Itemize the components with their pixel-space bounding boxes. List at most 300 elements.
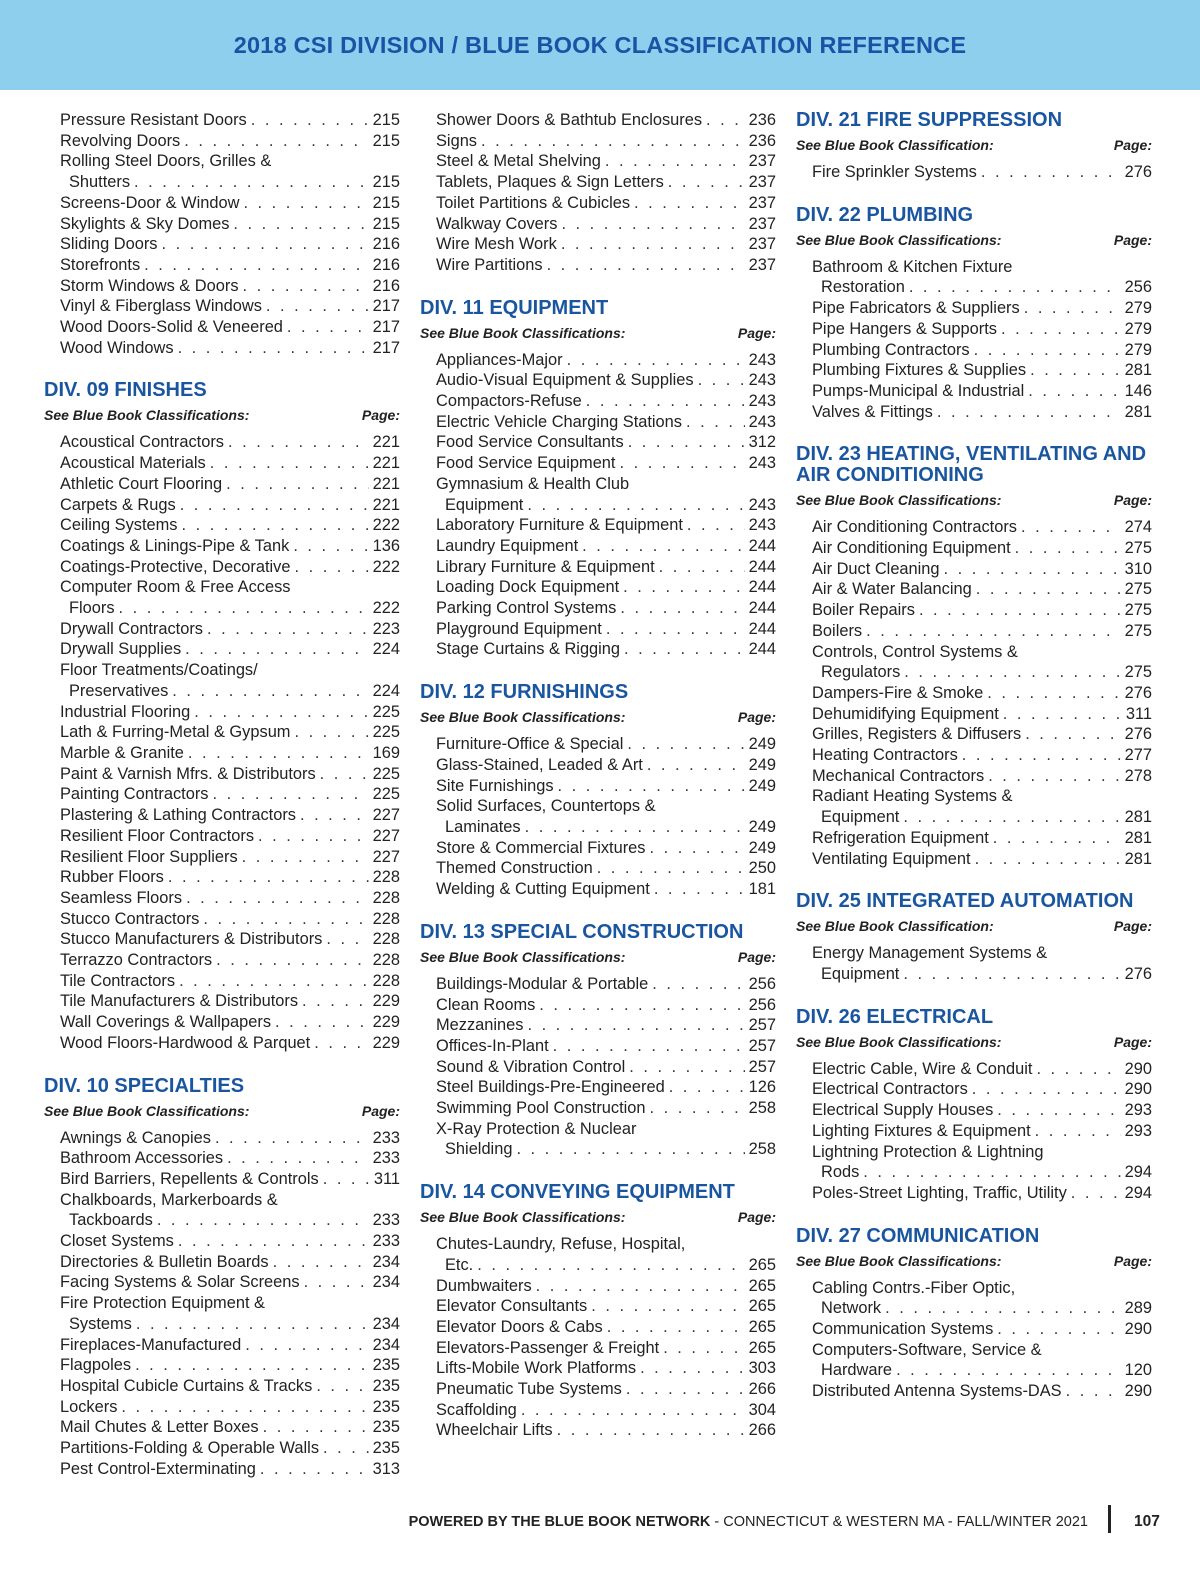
dot-leader bbox=[944, 559, 1121, 580]
page-reference: 215 bbox=[372, 111, 400, 129]
dot-leader bbox=[302, 991, 369, 1012]
dot-leader bbox=[558, 776, 745, 797]
dot-leader bbox=[896, 1360, 1121, 1381]
page-reference: 256 bbox=[748, 974, 776, 993]
dot-leader bbox=[993, 828, 1121, 849]
list-item bbox=[812, 381, 1152, 402]
dot-leader bbox=[650, 838, 745, 859]
classification-name: Storefronts bbox=[60, 255, 141, 274]
list-item bbox=[60, 971, 400, 992]
classification-list bbox=[420, 110, 776, 276]
dot-leader bbox=[323, 1438, 369, 1459]
page-reference: 279 bbox=[1124, 319, 1152, 338]
page-reference: 233 bbox=[372, 1128, 400, 1147]
list-item bbox=[60, 296, 400, 317]
entry-line bbox=[436, 1338, 776, 1359]
dot-leader bbox=[903, 807, 1120, 828]
entry-line bbox=[436, 151, 776, 172]
classification-section bbox=[44, 110, 400, 358]
page-column-label: Page: bbox=[1113, 231, 1152, 248]
classification-name: Store & Commercial Fixtures bbox=[436, 838, 646, 857]
division-heading: DIV. 10 SPECIALTIES bbox=[44, 1074, 245, 1097]
dot-leader bbox=[974, 340, 1121, 361]
page-reference: 277 bbox=[1124, 746, 1152, 765]
entry-line bbox=[812, 1121, 1152, 1142]
entry-line bbox=[436, 598, 776, 619]
page-reference: 265 bbox=[748, 1297, 776, 1316]
dot-leader bbox=[521, 1400, 745, 1421]
page-reference: 235 bbox=[372, 1439, 400, 1458]
entry-line bbox=[812, 1381, 1152, 1402]
classification-name: Pumps-Municipal & Industrial bbox=[812, 381, 1025, 400]
classification-section bbox=[420, 276, 776, 661]
page-reference: 293 bbox=[1124, 1101, 1152, 1120]
classification-subheader bbox=[796, 492, 1152, 508]
list-item bbox=[60, 1397, 400, 1418]
see-classifications-label: See Blue Book Classifications: bbox=[420, 324, 626, 341]
entry-line bbox=[812, 807, 1152, 828]
dot-leader bbox=[975, 849, 1121, 870]
page-reference: 244 bbox=[748, 557, 776, 576]
entry-line bbox=[60, 805, 400, 826]
classification-name: Dampers-Fire & Smoke bbox=[812, 683, 984, 702]
list-item bbox=[60, 805, 400, 826]
list-item bbox=[812, 1059, 1152, 1080]
classification-name: Stucco Contractors bbox=[60, 909, 200, 928]
dot-leader bbox=[997, 1100, 1120, 1121]
classification-name: Solid Surfaces, Countertops & bbox=[436, 797, 656, 816]
entry-line bbox=[436, 838, 776, 859]
page-reference: 276 bbox=[1124, 163, 1152, 181]
classification-name: Dumbwaiters bbox=[436, 1276, 532, 1295]
dot-leader bbox=[623, 577, 744, 598]
list-item bbox=[812, 1278, 1152, 1319]
list-item bbox=[436, 234, 776, 255]
dot-leader bbox=[628, 432, 745, 453]
dot-leader bbox=[988, 766, 1120, 787]
page-reference: 126 bbox=[748, 1078, 776, 1097]
entry-line bbox=[436, 214, 776, 235]
classification-name: Screens-Door & Window bbox=[60, 193, 240, 212]
entry-line bbox=[812, 402, 1152, 423]
list-item bbox=[60, 131, 400, 152]
classification-name: Directories & Bulletin Boards bbox=[60, 1252, 269, 1271]
list-item bbox=[60, 639, 400, 660]
entry-line bbox=[436, 1400, 776, 1421]
footer-divider bbox=[1108, 1505, 1111, 1533]
list-item bbox=[60, 867, 400, 888]
dot-leader bbox=[186, 888, 369, 909]
entry-line bbox=[60, 971, 400, 992]
page-header-banner bbox=[0, 0, 1200, 90]
entry-line bbox=[60, 619, 400, 640]
classification-name: Scaffolding bbox=[436, 1400, 517, 1419]
classification-name: Food Service Equipment bbox=[436, 454, 616, 473]
page-reference: 146 bbox=[1124, 381, 1152, 400]
list-item bbox=[436, 734, 776, 755]
page-reference: 225 bbox=[372, 764, 400, 783]
classification-name: Fire Sprinkler Systems bbox=[812, 163, 977, 181]
list-item bbox=[812, 600, 1152, 621]
entry-line bbox=[436, 974, 776, 995]
list-item bbox=[436, 350, 776, 371]
entry-line bbox=[60, 1272, 400, 1293]
dot-leader bbox=[919, 600, 1121, 621]
dot-leader bbox=[275, 1012, 369, 1033]
page-reference: 229 bbox=[372, 1033, 400, 1052]
list-item bbox=[60, 453, 400, 474]
entry-line bbox=[60, 1148, 400, 1169]
classification-section bbox=[420, 660, 776, 900]
dot-leader bbox=[553, 1036, 745, 1057]
page-reference: 243 bbox=[748, 371, 776, 390]
dot-leader bbox=[215, 1128, 369, 1149]
entry-line bbox=[436, 995, 776, 1016]
classification-name: Revolving Doors bbox=[60, 131, 181, 150]
classification-subheader bbox=[420, 709, 776, 725]
page-reference: 233 bbox=[372, 1149, 400, 1168]
list-item bbox=[60, 1252, 400, 1273]
classification-name: Terrazzo Contractors bbox=[60, 951, 213, 970]
list-item bbox=[60, 1438, 400, 1459]
dot-leader bbox=[619, 453, 744, 474]
page-reference: 281 bbox=[1124, 808, 1152, 827]
list-item bbox=[60, 495, 400, 516]
classification-name: Loading Dock Equipment bbox=[436, 578, 620, 597]
classification-list bbox=[420, 1234, 776, 1441]
classification-name: Boiler Repairs bbox=[812, 601, 915, 620]
dot-leader bbox=[937, 402, 1121, 423]
page-reference: 217 bbox=[372, 318, 400, 337]
entry-line bbox=[60, 255, 400, 276]
classification-name: Storm Windows & Doors bbox=[60, 276, 239, 295]
dot-leader bbox=[1003, 704, 1122, 725]
classification-name: Mezzanines bbox=[436, 1016, 524, 1035]
dot-leader bbox=[903, 964, 1120, 985]
footer-credit bbox=[409, 1514, 1088, 1530]
list-item bbox=[60, 1128, 400, 1149]
page-reference: 243 bbox=[748, 516, 776, 535]
list-item bbox=[60, 255, 400, 276]
classification-name: Partitions-Folding & Operable Walls bbox=[60, 1439, 320, 1458]
classification-name: Network bbox=[821, 1299, 882, 1318]
entry-line bbox=[812, 1298, 1152, 1319]
list-item bbox=[60, 991, 400, 1012]
dot-leader bbox=[226, 474, 368, 495]
dot-leader bbox=[266, 296, 369, 317]
page-reference: 250 bbox=[748, 859, 776, 878]
page-reference: 181 bbox=[748, 880, 776, 899]
page-reference: 265 bbox=[748, 1276, 776, 1295]
page-title: 2018 CSI DIVISION / BLUE BOOK CLASSIFICATION REFERENCE bbox=[233, 31, 967, 58]
entry-line bbox=[436, 1077, 776, 1098]
classification-name: Acoustical Contractors bbox=[60, 433, 224, 452]
entry-line bbox=[60, 338, 400, 359]
classification-name: Pest Control-Exterminating bbox=[60, 1459, 256, 1478]
division-heading: DIV. 11 EQUIPMENT bbox=[420, 296, 609, 319]
classification-name: Plastering & Lathing Contractors bbox=[60, 806, 296, 825]
entry-line bbox=[60, 722, 400, 743]
entry-line bbox=[812, 559, 1152, 580]
entry-line bbox=[60, 432, 400, 453]
page-reference: 244 bbox=[748, 619, 776, 638]
entry-line bbox=[436, 110, 776, 131]
entry-line bbox=[812, 662, 1152, 683]
list-item bbox=[60, 110, 400, 131]
classification-name: Lath & Furring-Metal & Gypsum bbox=[60, 723, 291, 742]
classification-list bbox=[796, 257, 1152, 423]
page-reference: 279 bbox=[1124, 299, 1152, 318]
classification-name: Signs bbox=[436, 131, 478, 150]
page-reference: 311 bbox=[1125, 704, 1152, 723]
list-item bbox=[436, 515, 776, 536]
list-item bbox=[436, 1057, 776, 1078]
entry-line bbox=[436, 432, 776, 453]
page-reference: 215 bbox=[372, 131, 400, 150]
entry-line bbox=[60, 909, 400, 930]
entry-line bbox=[812, 1183, 1152, 1204]
dot-leader bbox=[242, 847, 369, 868]
dot-leader bbox=[582, 536, 744, 557]
page-column-label: Page: bbox=[1113, 918, 1152, 935]
page-reference: 227 bbox=[372, 847, 400, 866]
entry-line bbox=[812, 319, 1152, 340]
classification-name: Stage Curtains & Rigging bbox=[436, 640, 621, 659]
page-reference: 221 bbox=[372, 454, 400, 473]
classification-name: Hospital Cubicle Curtains & Tracks bbox=[60, 1376, 313, 1395]
list-item bbox=[436, 1358, 776, 1379]
classification-name: Wall Coverings & Wallpapers bbox=[60, 1013, 272, 1032]
classification-name: Stucco Manufacturers & Distributors bbox=[60, 930, 323, 949]
dot-leader bbox=[624, 639, 745, 660]
list-item bbox=[60, 1355, 400, 1376]
dot-leader bbox=[323, 1169, 370, 1190]
page-reference: 257 bbox=[748, 1016, 776, 1035]
entry-line bbox=[812, 1100, 1152, 1121]
dot-leader bbox=[134, 172, 369, 193]
dot-leader bbox=[527, 1015, 744, 1036]
entry-line bbox=[436, 350, 776, 371]
page-reference: 237 bbox=[748, 152, 776, 171]
list-item bbox=[436, 391, 776, 412]
page-reference: 244 bbox=[748, 599, 776, 618]
division-heading: DIV. 22 PLUMBING bbox=[796, 203, 974, 226]
page-reference: 274 bbox=[1124, 518, 1152, 537]
list-item bbox=[60, 888, 400, 909]
list-item bbox=[436, 151, 776, 172]
list-item bbox=[436, 879, 776, 900]
entry-line bbox=[436, 193, 776, 214]
dot-leader bbox=[135, 1355, 369, 1376]
entry-line bbox=[436, 755, 776, 776]
classification-name: Valves & Fittings bbox=[812, 402, 933, 421]
dot-leader bbox=[1030, 360, 1121, 381]
entry-line bbox=[812, 704, 1152, 725]
classification-name: Pneumatic Tube Systems bbox=[436, 1380, 622, 1399]
dot-leader bbox=[1024, 298, 1121, 319]
classification-name: Library Furniture & Equipment bbox=[436, 557, 655, 576]
entry-line bbox=[60, 557, 400, 578]
classification-name: Drywall Supplies bbox=[60, 640, 182, 659]
page-reference: 258 bbox=[748, 1099, 776, 1118]
entry-line bbox=[812, 642, 1152, 663]
classification-name: Chutes-Laundry, Refuse, Hospital, bbox=[436, 1235, 686, 1254]
classification-name: Controls, Control Systems & bbox=[812, 642, 1018, 661]
list-item bbox=[436, 536, 776, 557]
dot-leader bbox=[273, 1252, 369, 1273]
entry-line bbox=[436, 1255, 776, 1276]
dot-leader bbox=[263, 1417, 369, 1438]
classification-name: Sliding Doors bbox=[60, 235, 158, 254]
page-column-label: Page: bbox=[1113, 1033, 1152, 1050]
column-2 bbox=[420, 110, 776, 1441]
page-reference: 229 bbox=[372, 992, 400, 1011]
classification-name: Fireplaces-Manufactured bbox=[60, 1335, 242, 1354]
list-item bbox=[60, 577, 400, 618]
dot-leader bbox=[962, 745, 1121, 766]
classification-name: Offices-In-Plant bbox=[436, 1036, 549, 1055]
page-reference: 228 bbox=[372, 909, 400, 928]
entry-line bbox=[60, 743, 400, 764]
dot-leader bbox=[251, 110, 369, 131]
dot-leader bbox=[1071, 1183, 1121, 1204]
classification-name: Tile Manufacturers & Distributors bbox=[60, 992, 299, 1011]
page-reference: 221 bbox=[372, 433, 400, 452]
page-reference: 243 bbox=[748, 350, 776, 369]
list-item bbox=[812, 538, 1152, 559]
classification-name: Elevator Consultants bbox=[436, 1297, 588, 1316]
page-reference: 266 bbox=[748, 1380, 776, 1399]
entry-line bbox=[436, 131, 776, 152]
entry-line bbox=[436, 1234, 776, 1255]
classification-name: Audio-Visual Equipment & Supplies bbox=[436, 371, 694, 390]
list-item bbox=[812, 1183, 1152, 1204]
dot-leader bbox=[314, 1033, 368, 1054]
dot-leader bbox=[634, 193, 745, 214]
entry-line bbox=[60, 826, 400, 847]
list-item bbox=[436, 1015, 776, 1036]
entry-line bbox=[60, 234, 400, 255]
dot-leader bbox=[591, 1296, 744, 1317]
dot-leader bbox=[1035, 1121, 1121, 1142]
classification-subheader bbox=[796, 918, 1152, 934]
dot-leader bbox=[629, 1057, 744, 1078]
classification-name: Refrigeration Equipment bbox=[812, 828, 989, 847]
page-reference: 256 bbox=[1124, 278, 1152, 297]
page-reference: 215 bbox=[372, 173, 400, 192]
list-item bbox=[60, 1376, 400, 1397]
page-reference: 235 bbox=[372, 1418, 400, 1437]
list-item bbox=[436, 110, 776, 131]
list-item bbox=[60, 1417, 400, 1438]
page-reference: 243 bbox=[748, 495, 776, 514]
classification-name: Bathroom & Kitchen Fixture bbox=[812, 257, 1013, 276]
classification-name: Mail Chutes & Letter Boxes bbox=[60, 1418, 259, 1437]
entry-line bbox=[812, 683, 1152, 704]
list-item bbox=[60, 1148, 400, 1169]
list-item bbox=[60, 1231, 400, 1252]
dot-leader bbox=[136, 1314, 369, 1335]
list-item bbox=[436, 1379, 776, 1400]
page-reference: 276 bbox=[1124, 964, 1152, 983]
page-column-label: Page: bbox=[1113, 492, 1152, 509]
list-item bbox=[436, 412, 776, 433]
page-column-label: Page: bbox=[737, 948, 776, 965]
entry-line bbox=[60, 110, 400, 131]
classification-subheader bbox=[796, 1034, 1152, 1050]
list-item bbox=[436, 619, 776, 640]
dot-leader bbox=[654, 879, 745, 900]
list-item bbox=[436, 453, 776, 474]
dot-leader bbox=[668, 172, 745, 193]
entry-line bbox=[436, 577, 776, 598]
list-item bbox=[436, 639, 776, 660]
section-spacer bbox=[796, 183, 1152, 205]
list-item bbox=[812, 162, 1152, 183]
page-reference: 136 bbox=[372, 536, 400, 555]
entry-line bbox=[436, 495, 776, 516]
dot-leader bbox=[909, 277, 1121, 298]
classification-name: Pressure Resistant Doors bbox=[60, 111, 247, 129]
entry-line bbox=[812, 381, 1152, 402]
entry-line bbox=[812, 538, 1152, 559]
classification-name: Rubber Floors bbox=[60, 868, 164, 887]
classification-name: Painting Contractors bbox=[60, 785, 209, 804]
list-item bbox=[60, 214, 400, 235]
page-reference: 290 bbox=[1124, 1080, 1152, 1099]
classification-name: Lockers bbox=[60, 1397, 118, 1416]
page-reference: 227 bbox=[372, 826, 400, 845]
dot-leader bbox=[663, 1338, 744, 1359]
dot-leader bbox=[1021, 517, 1121, 538]
dot-leader bbox=[228, 432, 369, 453]
page-reference: 244 bbox=[748, 578, 776, 597]
list-item bbox=[812, 745, 1152, 766]
classification-name: Computers-Software, Service & bbox=[812, 1340, 1042, 1359]
page-reference: 221 bbox=[372, 474, 400, 493]
entry-line bbox=[60, 660, 400, 681]
division-heading: DIV. 09 FINISHES bbox=[44, 379, 207, 402]
classification-name: Facing Systems & Solar Screens bbox=[60, 1273, 300, 1292]
classification-name: Communication Systems bbox=[812, 1320, 994, 1339]
classification-name: Tile Contractors bbox=[60, 971, 176, 990]
dot-leader bbox=[320, 764, 369, 785]
list-item bbox=[812, 1100, 1152, 1121]
list-item bbox=[60, 784, 400, 805]
footer-brand: POWERED BY THE BLUE BOOK NETWORK bbox=[408, 1514, 711, 1530]
dot-leader bbox=[527, 495, 744, 516]
classification-list bbox=[796, 1059, 1152, 1204]
page-reference: 275 bbox=[1124, 580, 1152, 599]
dot-leader bbox=[121, 1397, 368, 1418]
classification-name: Lightning Protection & Lightning bbox=[812, 1142, 1044, 1161]
list-item bbox=[60, 847, 400, 868]
list-item bbox=[60, 702, 400, 723]
entry-line bbox=[60, 1355, 400, 1376]
entry-line bbox=[60, 536, 400, 557]
classification-name: Vinyl & Fiberglass Windows bbox=[60, 297, 262, 316]
page-reference: 304 bbox=[748, 1400, 776, 1419]
division-heading: DIV. 13 SPECIAL CONSTRUCTION bbox=[420, 920, 744, 943]
section-spacer bbox=[44, 358, 400, 380]
classification-name: Lifts-Mobile Work Platforms bbox=[436, 1359, 637, 1378]
classification-name: Electric Cable, Wire & Conduit bbox=[812, 1059, 1033, 1078]
dot-leader bbox=[557, 1420, 745, 1441]
section-spacer bbox=[420, 660, 776, 682]
dot-leader bbox=[178, 338, 369, 359]
dot-leader bbox=[245, 1335, 368, 1356]
list-item bbox=[436, 1317, 776, 1338]
